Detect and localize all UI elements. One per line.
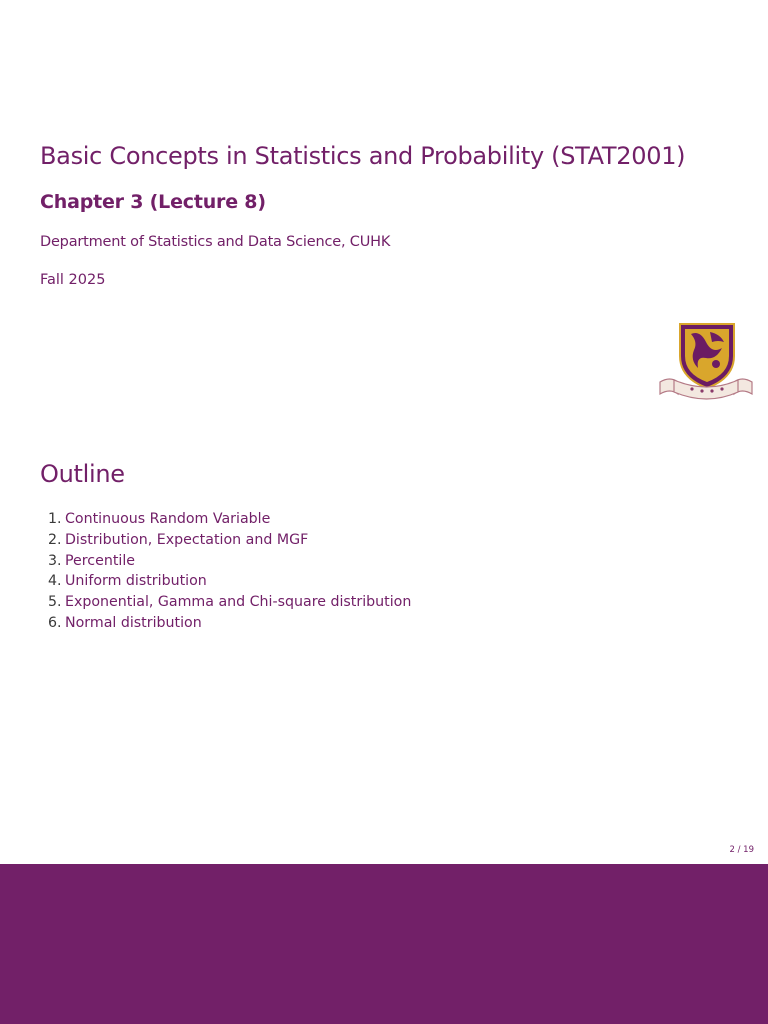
- outline-item-link[interactable]: Distribution, Expectation and MGF: [65, 531, 309, 548]
- outline-item: [48, 551, 411, 572]
- outline-item: [48, 571, 411, 592]
- outline-list: [48, 509, 411, 634]
- outline-item-number: 1.: [48, 511, 62, 527]
- presentation-title: Basic Concepts in Statistics and Probability (STAT2001): [40, 142, 686, 170]
- presentation-subtitle: Chapter 3 (Lecture 8): [40, 191, 266, 213]
- outline-item: [48, 592, 411, 613]
- outline-item: [48, 613, 411, 634]
- outline-heading: Outline: [40, 460, 125, 488]
- outline-item-number: 5.: [48, 594, 62, 611]
- outline-item: [48, 530, 411, 551]
- outline-item-link[interactable]: Continuous Random Variable: [65, 511, 271, 527]
- date-label: Fall 2025: [40, 272, 106, 288]
- outline-item-number: 2.: [48, 531, 62, 548]
- outline-item-number: 3.: [48, 552, 62, 569]
- outline-item-number: 4.: [48, 573, 62, 590]
- footer-band: [0, 864, 768, 1024]
- outline-item-link[interactable]: Percentile: [65, 552, 135, 569]
- outline-item-number: 6.: [48, 614, 62, 631]
- outline-item-link[interactable]: Normal distribution: [65, 614, 202, 631]
- outline-item-link[interactable]: Exponential, Gamma and Chi-square distribution: [65, 594, 412, 611]
- department-label: Department of Statistics and Data Science, CUHK: [40, 234, 391, 250]
- outline-item: [48, 509, 411, 530]
- outline-item-link[interactable]: Uniform distribution: [65, 573, 207, 590]
- cuhk-crest-icon: [656, 320, 756, 402]
- page-number: 2 / 19: [729, 845, 754, 855]
